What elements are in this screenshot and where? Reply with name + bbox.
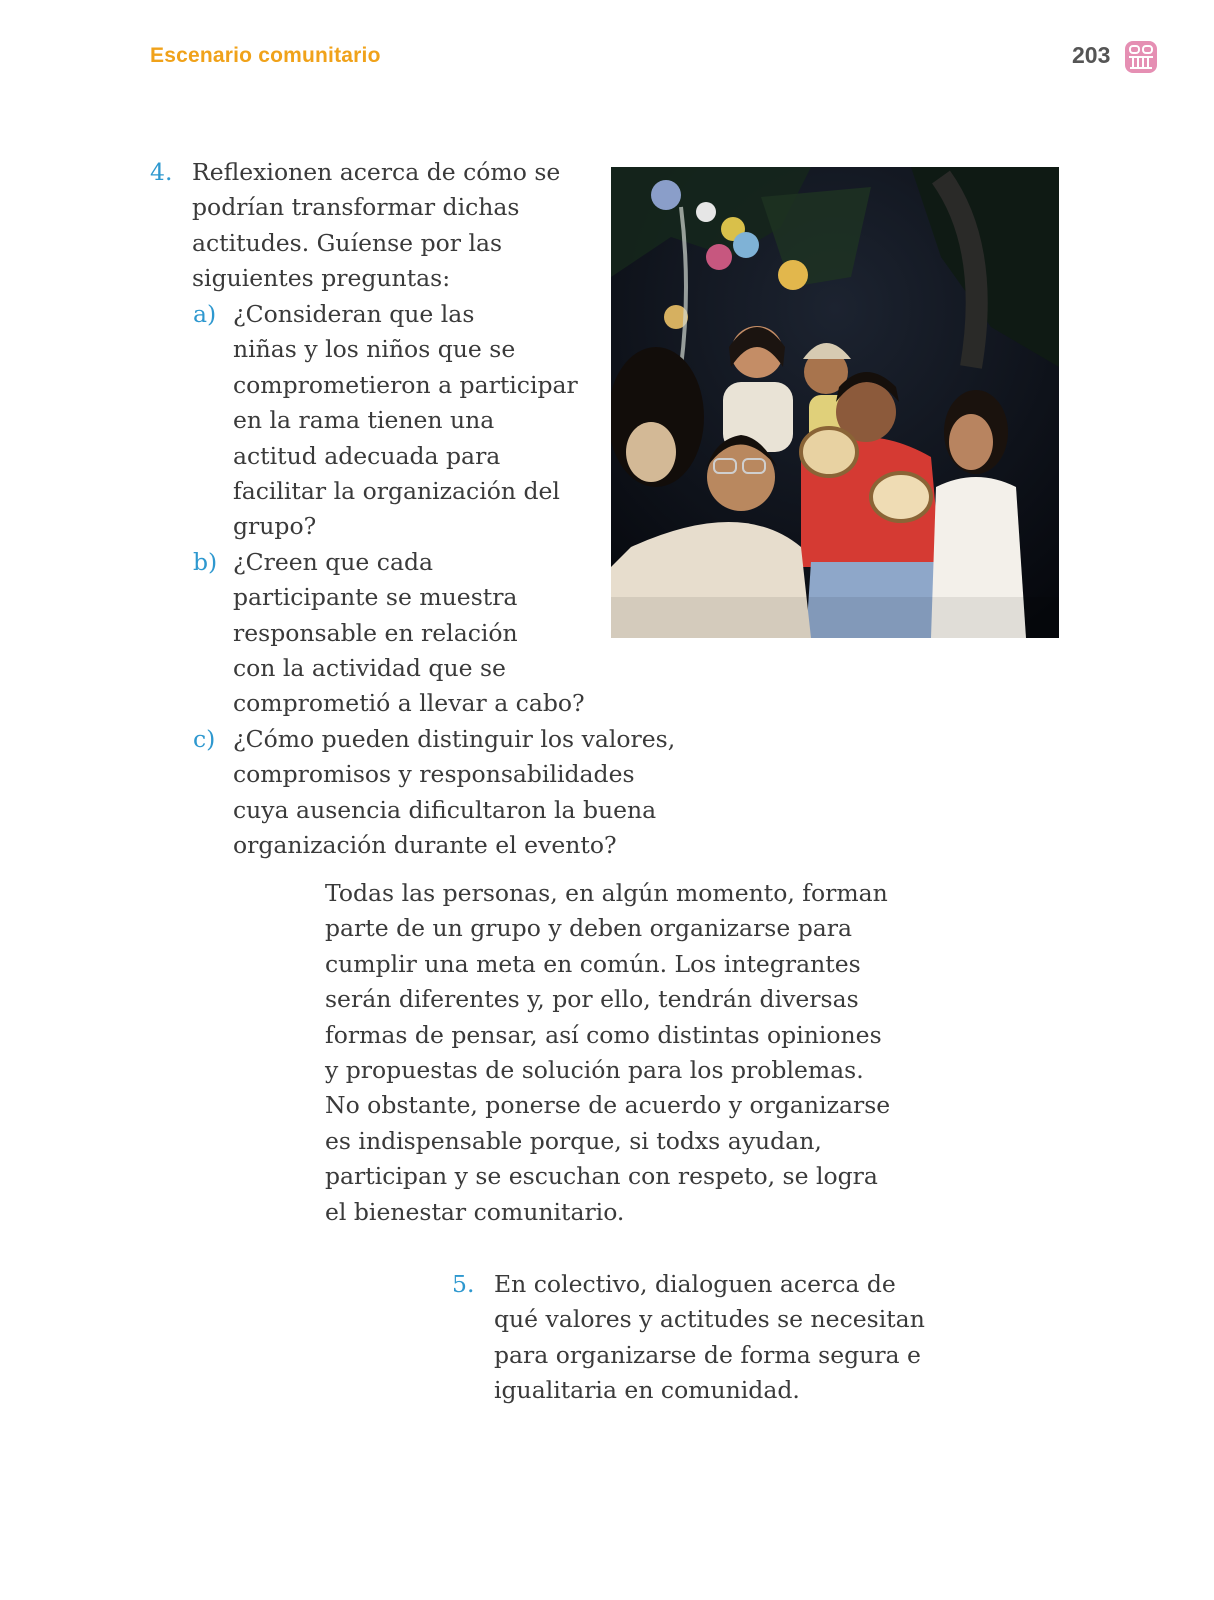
question-label: a)	[193, 300, 217, 328]
info-paragraph: Todas las personas, en algún momento, forman parte de un grupo y deben organizarse para cumplir una meta en común. Los integrantes serán diferentes y, por ello, tendrán diversas formas de pensar, así como distintas opiniones y propuestas de solución para los problemas. No obstante, ponerse de acuerdo y organizarse es indispensable porque, si todxs ayudan, participan y se escuchan con respeto, se logra el bienestar comunitario.	[325, 879, 891, 1226]
section-title: Escenario comunitario	[150, 44, 381, 67]
activity-number: 4.	[150, 158, 173, 186]
question-text: ¿Cómo pueden distinguir los valores, compromisos y responsabilidades cuya ausencia dificultaron la buena organización durante el evento?	[233, 724, 676, 860]
question-label: b)	[193, 547, 218, 576]
celebration-photo	[611, 167, 1059, 638]
page-number: 203	[1072, 42, 1111, 68]
question-label: c)	[193, 724, 216, 753]
section-glyph-icon	[1124, 40, 1158, 74]
question-text: ¿Consideran que las niñas y los niños que se comprometieron a participar en la rama tienen una actitud adecuada para facilitar la organización del grupo?	[233, 300, 578, 541]
activity-4	[150, 155, 620, 297]
activity-5	[452, 1267, 972, 1409]
question-text: ¿Creen que cada participante se muestra responsable en relación con la actividad que se comprometió a llevar a cabo?	[233, 547, 585, 718]
activity-intro: Reflexionen acerca de cómo se podrían transformar dichas actitudes. Guíense por las siguientes preguntas:	[192, 158, 561, 293]
activity-text: En colectivo, dialoguen acerca de qué valores y actitudes se necesitan para organizarse de forma segura e igualitaria en comunidad.	[494, 1270, 925, 1405]
question-item	[193, 722, 713, 864]
activity-number: 5.	[452, 1270, 475, 1298]
